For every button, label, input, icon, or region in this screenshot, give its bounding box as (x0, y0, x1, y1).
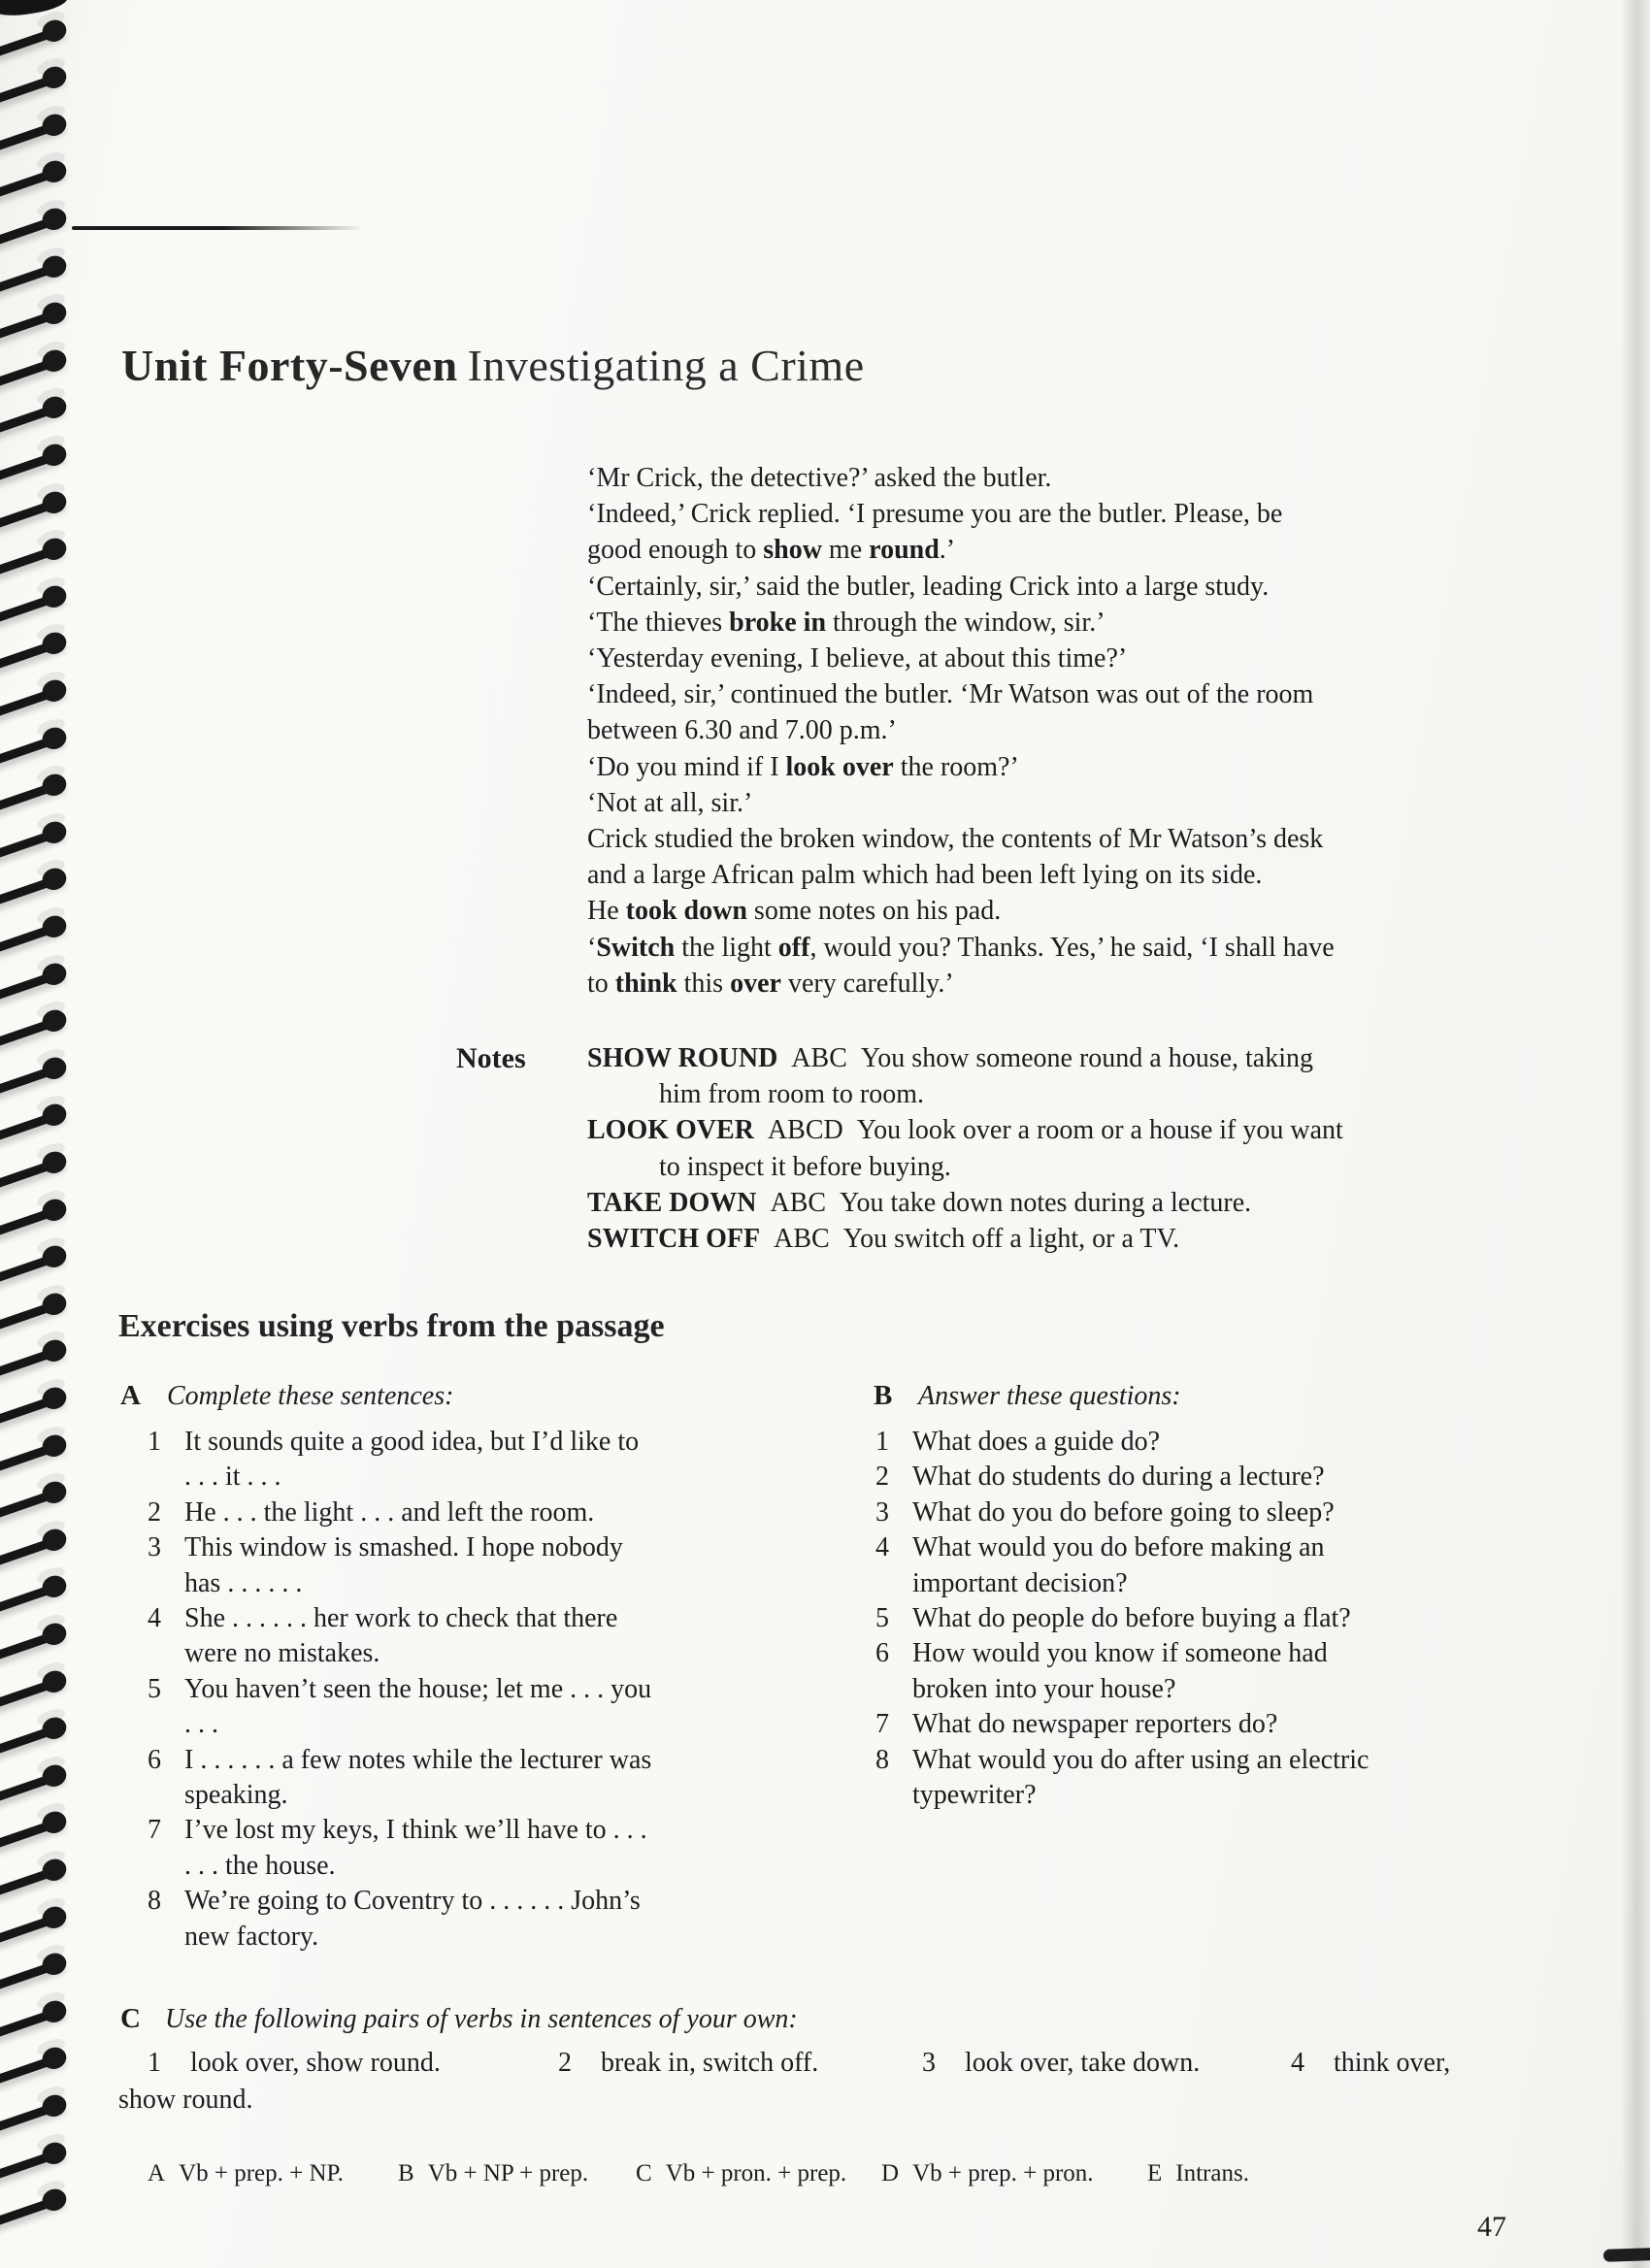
scan-line-artifact (72, 226, 363, 230)
passage-text: between 6.30 and 7.00 p.m.’ (587, 715, 897, 746)
item-line: What does a guide do? (912, 1427, 1161, 1457)
note-definition: You take down notes during a lecture. (840, 1187, 1252, 1218)
notes-entries (587, 1040, 1343, 1257)
spiral-coil (0, 308, 65, 343)
item-line: We’re going to Coventry to . . . . . . John’s (184, 1886, 641, 1917)
spiral-coil (0, 1675, 65, 1710)
note-entry (587, 1040, 1343, 1076)
note-entry (587, 1221, 1343, 1257)
section-b-label: B (874, 1380, 893, 1411)
exercise-item (875, 1530, 1369, 1601)
section-a-label: A (120, 1380, 141, 1411)
note-code: ABC (756, 1187, 841, 1218)
exercise-item (875, 1707, 1369, 1742)
passage-text: broke in (729, 607, 827, 638)
spiral-coil (0, 827, 65, 862)
passage-text: ‘Indeed, sir,’ continued the butler. ‘Mr Watson was out of the room (587, 679, 1314, 710)
pattern-item (881, 2160, 1094, 2187)
item-number: 6 (875, 1638, 889, 1669)
verb-pair (1291, 2048, 1450, 2079)
spiral-coil (0, 449, 65, 484)
page-edge-shadow (1621, 0, 1650, 2268)
note-entry (587, 1112, 1343, 1148)
pair-text: break in, switch off. (601, 2048, 819, 2078)
spiral-coil (0, 1534, 65, 1569)
pair-number: 4 (1291, 2048, 1304, 2078)
spiral-coil (0, 1628, 65, 1663)
exercise-item (148, 1813, 651, 1884)
item-line: . . . it . . . (184, 1462, 281, 1493)
section-c-pairs (0, 2048, 1650, 2087)
pair-text: look over, show round. (190, 2048, 441, 2078)
item-number: 6 (148, 1744, 161, 1775)
corner-mark (1603, 2248, 1650, 2262)
spiral-coil (0, 873, 65, 908)
note-code: ABCD (753, 1115, 857, 1146)
pair-text: think over, (1334, 2048, 1451, 2078)
item-line: were no mistakes. (184, 1638, 380, 1669)
verb-pair (558, 2048, 818, 2079)
passage-line (587, 712, 1335, 748)
spiral-coil (0, 2006, 65, 2041)
item-number: 5 (148, 1673, 161, 1704)
exercise-item (875, 1460, 1369, 1495)
spiral-coil (0, 1063, 65, 1098)
passage-line (587, 821, 1335, 857)
spiral-coil (0, 1345, 65, 1380)
item-line: has . . . . . . (184, 1567, 303, 1598)
item-number: 8 (875, 1744, 889, 1775)
item-number: 7 (875, 1709, 889, 1740)
spiral-coil (0, 1203, 65, 1238)
verb-pair (922, 2048, 1200, 2079)
passage-text: off (777, 932, 810, 963)
pattern-label: A (148, 2160, 166, 2186)
exercise-item (875, 1743, 1370, 1814)
pair-number: 2 (558, 2048, 572, 2078)
note-term: SHOW ROUND (587, 1043, 778, 1073)
passage-text: Switch (596, 932, 676, 963)
verb-pair (148, 2048, 441, 2079)
passage-text: look over (785, 751, 894, 782)
item-number: 4 (148, 1603, 161, 1634)
passage-text: through the window, sir.’ (826, 607, 1106, 638)
passage-text: ‘Certainly, sir,’ said the butler, leading Crick into a large study. (587, 571, 1270, 602)
passage-text: this (676, 968, 731, 999)
spiral-coil (0, 1251, 65, 1286)
item-line: He . . . the light . . . and left the room. (184, 1496, 595, 1528)
item-line: This window is smashed. I hope nobody (184, 1532, 623, 1563)
spiral-coil (0, 1723, 65, 1758)
spiral-coil (0, 732, 65, 767)
passage-text: ‘The thieves (587, 607, 730, 638)
spiral-coil (0, 1298, 65, 1333)
pattern-text: Vb + NP + prep. (427, 2160, 589, 2186)
section-a-items (148, 1425, 652, 1955)
spiral-coil (0, 1581, 65, 1616)
pair-number: 1 (148, 2048, 161, 2078)
item-line: What would you do after using an electric (912, 1744, 1370, 1775)
pattern-item (1147, 2160, 1249, 2187)
exercise-item (148, 1530, 651, 1601)
passage-text: ‘Mr Crick, the detective?’ asked the butler. (587, 463, 1052, 493)
item-number: 3 (875, 1496, 889, 1528)
spiral-coil (0, 921, 65, 956)
passage-line (587, 785, 1335, 821)
page-title (121, 340, 865, 391)
exercises-heading: Exercises using verbs from the passage (118, 1308, 665, 1344)
item-number: 7 (148, 1815, 161, 1846)
item-line: She . . . . . . her work to check that there (184, 1603, 618, 1634)
unit-number: Unit Forty-Seven (121, 341, 458, 390)
spiral-coil (0, 1770, 65, 1805)
item-number: 3 (148, 1532, 161, 1563)
item-number: 2 (148, 1496, 161, 1528)
passage-line (587, 496, 1335, 532)
passage-line (587, 460, 1335, 496)
page-number: 47 (1477, 2211, 1506, 2243)
spiral-coil (0, 968, 65, 1003)
note-code: ABC (760, 1224, 843, 1255)
item-number: 2 (875, 1462, 889, 1493)
pattern-item (148, 2160, 344, 2187)
passage-text: think (614, 968, 677, 999)
exercise-item (148, 1884, 651, 1955)
pattern-text: Vb + prep. + pron. (912, 2160, 1094, 2186)
section-b-instruction: Answer these questions: (918, 1381, 1181, 1411)
spiral-coil (0, 2194, 65, 2229)
spiral-coil (0, 779, 65, 814)
passage-text: ‘Yesterday evening, I believe, at about this time?’ (587, 643, 1128, 674)
pattern-item (398, 2160, 588, 2187)
note-definition: You switch off a light, or a TV. (842, 1224, 1180, 1255)
passage-text: the room?’ (893, 751, 1019, 782)
pair-number: 3 (922, 2048, 936, 2078)
item-line: broken into your house? (912, 1673, 1176, 1704)
passage-line (587, 966, 1335, 1002)
pattern-text: Intrans. (1175, 2160, 1249, 2186)
passage-line (587, 857, 1335, 893)
passage-line (587, 641, 1335, 676)
spiral-coil (0, 1439, 65, 1474)
passage-text: ‘Not at all, sir.’ (587, 787, 753, 818)
spiral-coil (0, 543, 65, 578)
passage-text: ‘Do you mind if I (587, 751, 786, 782)
item-line: I . . . . . . a few notes while the lecturer was (184, 1744, 652, 1775)
passage-text: .’ (939, 535, 956, 566)
spiral-coil (0, 355, 65, 390)
exercise-item (875, 1425, 1369, 1460)
passage-text: very carefully.’ (780, 968, 954, 999)
exercise-item (148, 1672, 652, 1743)
passage-text: took down (625, 896, 747, 927)
exercise-item (148, 1425, 651, 1496)
spiral-coil (0, 496, 65, 531)
item-line: . . . (184, 1709, 218, 1740)
passage-line (587, 893, 1335, 929)
note-definition: You show someone round a house, taking (860, 1043, 1314, 1073)
spiral-coil (0, 638, 65, 673)
spiral-coil (0, 214, 65, 248)
passage-text: and a large African palm which had been left lying on its side. (587, 860, 1263, 891)
item-line: What do you do before going to sleep? (912, 1496, 1335, 1528)
passage-text: show (763, 535, 822, 566)
passage-text: over (730, 968, 781, 999)
section-b-items (875, 1425, 1370, 1813)
item-line: It sounds quite a good idea, but I’d like to (184, 1427, 640, 1457)
note-definition-continued: to inspect it before buying. (659, 1151, 951, 1182)
section-c-label: C (120, 2003, 141, 2034)
section-c-instruction: Use the following pairs of verbs in sentences of your own: (165, 2004, 798, 2034)
passage-line (587, 532, 1335, 568)
passage-text: ‘ (587, 932, 597, 963)
pattern-item (636, 2160, 846, 2187)
pattern-label: B (398, 2160, 414, 2186)
exercise-item (875, 1601, 1369, 1636)
item-line: How would you know if someone had (912, 1638, 1328, 1669)
passage-text: ‘Indeed,’ Crick replied. ‘I presume you are the butler. Please, be (587, 499, 1283, 530)
passage-line (587, 605, 1335, 641)
item-line: important decision? (912, 1567, 1128, 1598)
note-definition-continued: him from room to room. (659, 1079, 924, 1110)
passage-text: , would you? Thanks. Yes,’ he said, ‘I shall have (809, 932, 1335, 963)
exercise-item (875, 1496, 1369, 1530)
spiral-coil (0, 1817, 65, 1852)
pattern-label: D (881, 2160, 900, 2186)
item-line: . . . the house. (184, 1850, 336, 1881)
pattern-text: Vb + pron. + prep. (665, 2160, 847, 2186)
spiral-coil (0, 1958, 65, 1993)
spiral-coil (0, 119, 65, 154)
note-term: LOOK OVER (587, 1115, 754, 1146)
passage-text: good enough to (587, 535, 764, 566)
section-c-continuation: show round. (118, 2085, 253, 2115)
spiral-coil (0, 260, 65, 295)
exercise-item (875, 1636, 1369, 1707)
item-number: 8 (148, 1886, 161, 1917)
exercise-item (148, 1743, 652, 1814)
item-line: I’ve lost my keys, I think we’ll have to . . . (184, 1815, 647, 1846)
item-line: What do newspaper reporters do? (912, 1709, 1278, 1740)
spiral-coil (0, 24, 65, 59)
spiral-coil (0, 402, 65, 437)
note-entry (587, 1185, 1343, 1221)
passage-text: the light (675, 932, 778, 963)
spiral-coil (0, 166, 65, 201)
item-number: 1 (148, 1427, 161, 1457)
passage-text: He (587, 896, 626, 927)
pair-text: look over, take down. (965, 2048, 1201, 2078)
passage-line (587, 676, 1335, 712)
item-line: new factory. (184, 1921, 319, 1952)
item-number: 4 (875, 1532, 889, 1563)
passage-text: some notes on his pad. (746, 896, 1002, 927)
passage-line (587, 569, 1335, 605)
note-term: SWITCH OFF (587, 1224, 761, 1255)
spiral-coil (0, 1487, 65, 1522)
spiral-coil (0, 1157, 65, 1192)
spiral-binding (0, 0, 116, 2268)
item-line: speaking. (184, 1780, 288, 1811)
item-line: You haven’t seen the house; let me . . . you (184, 1673, 652, 1704)
note-definition: You look over a room or a house if you want (856, 1115, 1343, 1146)
spiral-coil (0, 591, 65, 626)
spiral-coil (0, 685, 65, 720)
spiral-coil (0, 2100, 65, 2135)
item-line: What do students do during a lecture? (912, 1462, 1325, 1493)
passage-line (587, 749, 1335, 785)
notes-label: Notes (456, 1042, 526, 1074)
pattern-text: Vb + prep. + NP. (179, 2160, 344, 2186)
spiral-coil (0, 1015, 65, 1050)
passage-text: me (821, 535, 870, 566)
exercise-item (148, 1601, 651, 1672)
passage-text: Crick studied the broken window, the contents of Mr Watson’s desk (587, 824, 1324, 855)
spiral-coil (0, 1109, 65, 1144)
item-number: 1 (875, 1427, 889, 1457)
item-line: What do people do before buying a flat? (912, 1603, 1351, 1634)
spiral-coil (0, 1393, 65, 1428)
pattern-key (0, 2160, 1650, 2193)
exercise-item (148, 1496, 651, 1530)
spiral-coil (0, 1864, 65, 1899)
note-code: ABC (777, 1043, 861, 1073)
item-number: 5 (875, 1603, 889, 1634)
item-line: typewriter? (912, 1780, 1037, 1811)
section-a-instruction: Complete these sentences: (167, 1381, 454, 1411)
pattern-label: C (636, 2160, 652, 2186)
spiral-coil (0, 1911, 65, 1946)
passage-text: round (869, 535, 940, 566)
unit-title: Investigating a Crime (467, 341, 865, 390)
passage (587, 460, 1335, 1002)
pattern-label: E (1147, 2160, 1163, 2186)
passage-line (587, 930, 1335, 966)
note-term: TAKE DOWN (587, 1187, 757, 1218)
passage-text: to (587, 968, 615, 999)
spiral-coil (0, 72, 65, 107)
item-line: What would you do before making an (912, 1532, 1325, 1563)
